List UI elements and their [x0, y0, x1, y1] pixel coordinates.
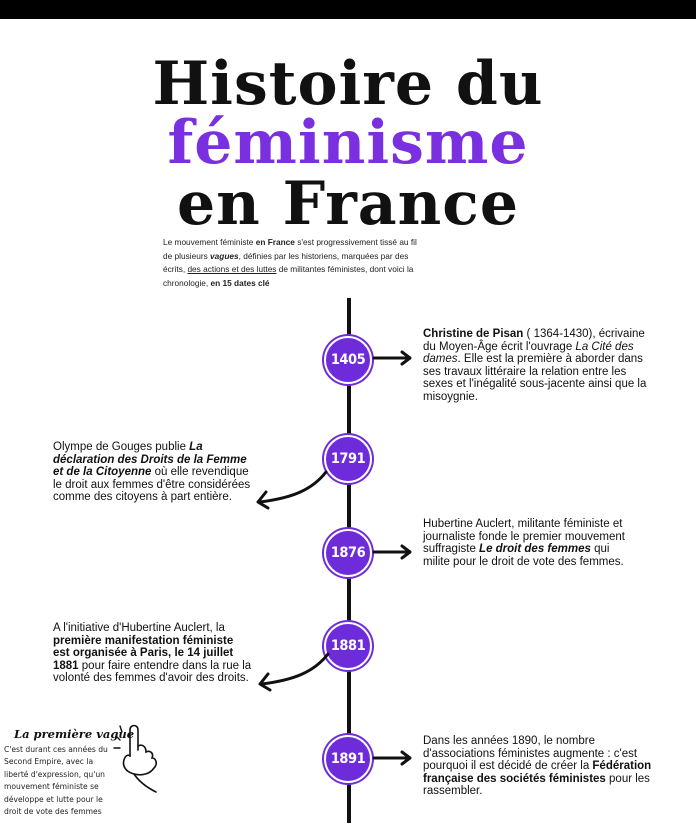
year-badge-1876: 1876 — [324, 529, 372, 577]
year-badge-1881: 1881 — [324, 622, 372, 670]
title-line-2: féminisme — [167, 108, 529, 178]
entry-1891: Dans les années 1890, le nombre d'associations féministes augmente : c'est pourquoi il est décidé de créer la Fédération française des sociétés féministes pour les rassembler. — [423, 735, 652, 798]
sidebar-text: C'est durant ces années du Second Empire, avec la liberté d'expression, qu'un mouvement féministe se développe et lutte pour le droit de vote des femmes — [4, 745, 108, 817]
sidebar-title: La première vague — [14, 727, 135, 741]
top-bar — [0, 0, 696, 19]
arrow-right-icon — [372, 748, 416, 768]
arrow-left-curved-icon — [252, 468, 332, 512]
year-badge-1405: 1405 — [324, 336, 372, 384]
year-badge-1791: 1791 — [324, 435, 372, 483]
entry-1791: Olympe de Gouges publie La déclaration des Droits de la Femme et de la Citoyenne où elle revendique le droit aux femmes d'être considérées comme des citoyens à part entière. — [53, 441, 251, 504]
title-line-1: Histoire du — [152, 49, 544, 119]
intro-paragraph: Le mouvement féministe en France s'est progressivement tissé au fil de plusieurs vagues, définies par les historiens, marquées par des écrits, des actions et des luttes de militantes féministes, dont voici la chronologie, en 15 dates clé — [163, 237, 417, 288]
entry-1405: Christine de Pisan ( 1364-1430), écrivaine du Moyen-Âge écrit l'ouvrage La Cité des dames. Elle est la première à aborder dans ses travaux littéraire la relation entre les sexes et l'inégalité sous-jacente ainsi que la misoygnie. — [423, 328, 647, 403]
pointing-hand-icon — [112, 716, 172, 796]
entry-1881: A l'initiative d'Hubertine Auclert, la première manifestation féministe est organisée à Paris, le 14 juillet 1881 pour faire entendre dans la rue la volonté des femmes d'avoir des droits. — [53, 622, 252, 685]
entry-1876: Hubertine Auclert, militante féministe et journaliste fonde le premier mouvement suffragiste Le droit des femmes qui milite pour le droit de vote des femmes. — [423, 518, 625, 568]
arrow-right-icon — [372, 542, 416, 562]
year-badge-1891: 1891 — [324, 735, 372, 783]
arrow-right-icon — [372, 348, 416, 368]
title-line-3: en France — [176, 169, 520, 239]
arrow-left-curved-icon — [254, 650, 334, 694]
